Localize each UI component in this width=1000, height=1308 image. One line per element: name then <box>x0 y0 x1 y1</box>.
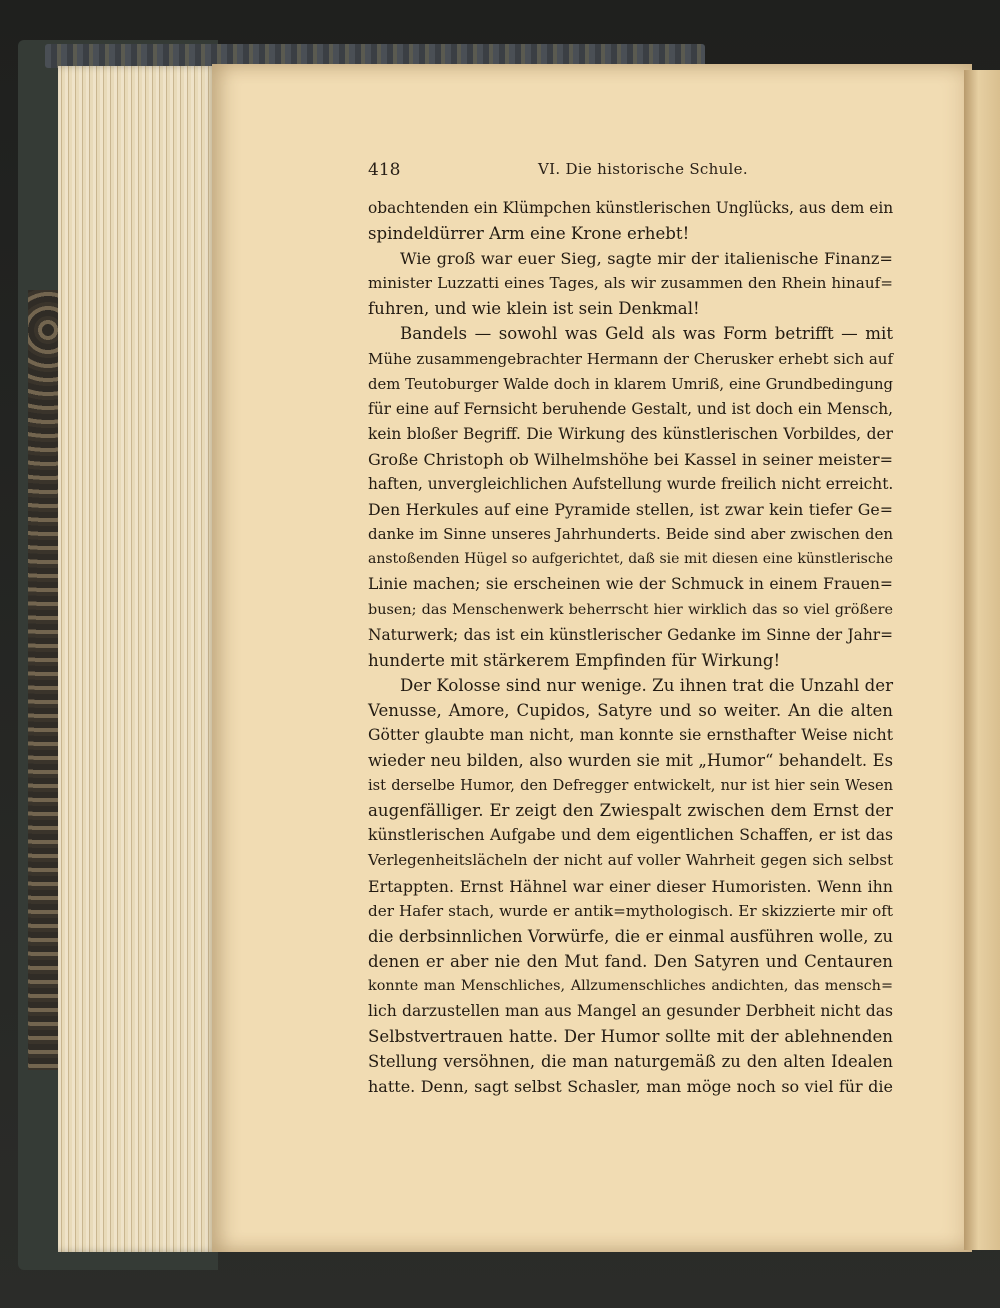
page-header <box>368 160 893 186</box>
text-line: Wie groß war euer Sieg, sagte mir der italienische Finanz= <box>400 249 893 269</box>
text-line: für eine auf Fernsicht beruhende Gestalt, und ist doch ein Mensch, <box>368 399 893 418</box>
text-line: fuhren, und wie klein ist sein Denkmal! <box>368 299 700 319</box>
text-line: dem Teutoburger Walde doch in klarem Umriß, eine Grundbedingung <box>368 375 893 393</box>
text-line: künstlerischen Aufgabe und dem eigentlichen Schaffen, er ist das <box>368 826 893 845</box>
text-line: der Hafer stach, wurde er antik=mythologisch. Er skizzierte mir oft <box>368 901 893 920</box>
text-line: minister Luzzatti eines Tages, als wir zusammen den Rhein hinauf= <box>368 274 893 293</box>
text-line: augenfälliger. Er zeigt den Zwiespalt zwischen dem Ernst der <box>368 801 893 821</box>
text-line: spindeldürrer Arm eine Krone erhebt! <box>368 224 690 244</box>
text-line: lich darzustellen man aus Mangel an gesunder Derbheit nicht das <box>368 1002 893 1020</box>
text-line: Linie machen; sie erscheinen wie der Schmuck in einem Frauen= <box>368 575 893 594</box>
text-line: konnte man Menschliches, Allzumenschliches andichten, das mensch= <box>368 977 893 994</box>
text-line: kein bloßer Begriff. Die Wirkung des künstlerischen Vorbildes, der <box>368 424 893 443</box>
text-line: Große Christoph ob Wilhelmshöhe bei Kassel in seiner meister= <box>368 449 893 469</box>
text-line: wieder neu bilden, also wurden sie mit „Humor“ behandelt. Es <box>368 751 893 771</box>
text-line: hunderte mit stärkerem Empfinden für Wirkung! <box>368 650 781 670</box>
text-line: Götter glaubte man nicht, man konnte sie ernsthafter Weise nicht <box>368 725 893 744</box>
text-line: Stellung versöhnen, die man naturgemäß zu den alten Idealen <box>368 1052 893 1072</box>
facing-page-edge <box>964 70 1000 1250</box>
text-line: Den Herkules auf eine Pyramide stellen, ist zwar kein tiefer Ge= <box>368 500 893 520</box>
text-line: Bandels — sowohl was Geld als was Form betrifft — mit <box>400 324 893 344</box>
text-line: haften, unvergleichlichen Aufstellung wurde freilich nicht erreicht. <box>368 475 894 494</box>
text-line: Venusse, Amore, Cupidos, Satyre und so weiter. An die alten <box>368 700 893 720</box>
text-line: Ertappten. Ernst Hähnel war einer dieser Humoristen. Wenn ihn <box>368 876 893 896</box>
page-edges <box>58 66 216 1252</box>
text-line: denen er aber nie den Mut fand. Den Satyren und Centauren <box>368 951 893 971</box>
text-line: Mühe zusammengebrachter Hermann der Cherusker erhebt sich auf <box>368 349 893 368</box>
running-title: VI. Die historische Schule. <box>538 160 748 178</box>
text-line: obachtenden ein Klümpchen künstlerischen Unglücks, aus dem ein <box>368 199 894 217</box>
text-line: Naturwerk; das ist ein künstlerischer Gedanke im Sinne der Jahr= <box>368 625 893 644</box>
text-line: Der Kolosse sind nur wenige. Zu ihnen trat die Unzahl der <box>400 675 893 695</box>
text-line: Selbstvertrauen hatte. Der Humor sollte mit der ablehnenden <box>368 1027 893 1047</box>
text-line: busen; das Menschenwerk beherrscht hier wirklich das so viel größere <box>368 601 893 618</box>
text-line: die derbsinnlichen Vorwürfe, die er einmal ausführen wolle, zu <box>368 926 893 946</box>
text-line: ist derselbe Humor, den Defregger entwickelt, nur ist hier sein Wesen <box>368 777 893 795</box>
text-line: danke im Sinne unseres Jahrhunderts. Beide sind aber zwischen den <box>368 525 893 544</box>
body-text <box>368 196 893 1099</box>
text-line: hatte. Denn, sagt selbst Schasler, man möge noch so viel für die <box>368 1077 893 1097</box>
text-line: Verlegenheitslächeln der nicht auf voller Wahrheit gegen sich selbst <box>368 851 893 870</box>
text-line: anstoßenden Hügel so aufgerichtet, daß sie mit diesen eine künstlerische <box>368 551 893 568</box>
page-number: 418 <box>368 160 401 180</box>
